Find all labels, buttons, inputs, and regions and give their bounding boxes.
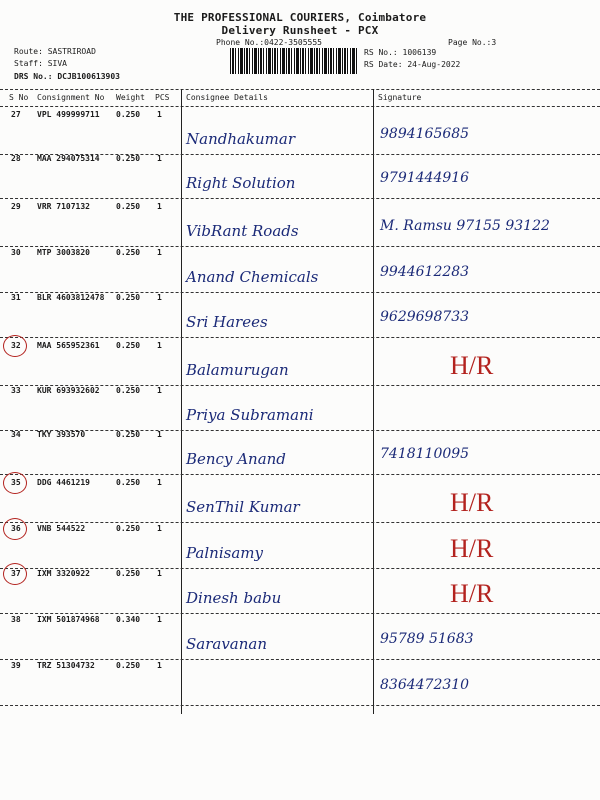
row-pcs: 1 [157, 569, 162, 578]
route-label: Route: SASTRIROAD [14, 47, 96, 56]
col-sno: S No [9, 93, 29, 102]
row-pcs: 1 [157, 524, 162, 533]
row-consignment-no: KUR 693932602 [37, 386, 100, 395]
row-weight: 0.250 [116, 202, 141, 211]
row-separator [0, 705, 600, 706]
row-sno: 33 [11, 386, 21, 395]
row-signature: 9944612283 [380, 264, 470, 280]
row-consignment-no: DDG 4461219 [37, 478, 90, 487]
row-consignment-no: VNB 544522 [37, 524, 86, 533]
row-consignee-name: Right Solution [186, 174, 296, 192]
row-sno: 38 [11, 615, 21, 624]
row-consignment-no: BLR 4603812478 [37, 293, 105, 302]
col-consignee: Consignee Details [186, 93, 268, 102]
row-weight: 0.250 [116, 341, 141, 350]
row-weight: 0.250 [116, 293, 141, 302]
row-signature: 9629698733 [380, 309, 470, 325]
row-separator [0, 568, 600, 569]
row-signature: H/R [450, 534, 494, 563]
row-weight: 0.250 [116, 430, 141, 439]
row-signature: H/R [450, 488, 494, 517]
row-consignee-name: Anand Chemicals [186, 268, 319, 286]
row-consignee-name: Bency Anand [186, 450, 286, 468]
row-pcs: 1 [157, 248, 162, 257]
col-pcs: PCS [155, 93, 170, 102]
row-sno: 28 [11, 154, 21, 163]
row-signature: 9791444916 [380, 170, 470, 186]
row-pcs: 1 [157, 430, 162, 439]
row-pcs: 1 [157, 661, 162, 670]
row-weight: 0.250 [116, 661, 141, 670]
row-consignee-name: Dinesh babu [186, 589, 282, 607]
row-signature: 7418110095 [380, 446, 470, 462]
col-consignment: Consignment No [37, 93, 105, 102]
row-separator [0, 337, 600, 338]
col-weight: Weight [116, 93, 145, 102]
row-sno: 37 [11, 569, 21, 578]
col-signature: Signature [378, 93, 422, 102]
row-pcs: 1 [157, 341, 162, 350]
row-consignment-no: TKY 393570 [37, 430, 86, 439]
row-sno: 30 [11, 248, 21, 257]
runsheet-subtitle: Delivery Runsheet - PCX [221, 24, 379, 37]
staff-label: Staff: SIVA [14, 59, 67, 68]
row-separator [0, 474, 600, 475]
row-consignee-name: Priya Subramani [186, 406, 314, 424]
barcode [230, 48, 358, 74]
row-pcs: 1 [157, 478, 162, 487]
row-weight: 0.340 [116, 615, 141, 624]
row-consignee-name: Palnisamy [186, 544, 263, 562]
row-consignment-no: MAA 294075314 [37, 154, 100, 163]
rs-number: RS No.: 1006139 [364, 48, 437, 57]
row-pcs: 1 [157, 110, 162, 119]
row-separator [0, 430, 600, 431]
header-rule-bottom [0, 106, 600, 107]
rs-date: RS Date: 24-Aug-2022 [364, 60, 461, 69]
row-consignment-no: IXM 3320922 [37, 569, 90, 578]
row-sno: 36 [11, 524, 21, 533]
row-pcs: 1 [157, 615, 162, 624]
row-pcs: 1 [157, 293, 162, 302]
row-consignee-name: Balamurugan [186, 361, 289, 379]
row-consignee-name: Sri Harees [186, 313, 268, 331]
row-consignee-name: Saravanan [186, 635, 268, 653]
row-separator [0, 198, 600, 199]
row-consignee-name: Nandhakumar [186, 130, 296, 148]
drs-number: DRS No.: DCJB100613903 [14, 72, 120, 81]
row-consignment-no: IXM 501874968 [37, 615, 100, 624]
row-weight: 0.250 [116, 248, 141, 257]
row-separator [0, 613, 600, 614]
row-sno: 34 [11, 430, 21, 439]
row-separator [0, 246, 600, 247]
row-weight: 0.250 [116, 478, 141, 487]
row-signature: 95789 51683 [380, 631, 474, 647]
row-separator [0, 522, 600, 523]
row-weight: 0.250 [116, 154, 141, 163]
row-consignee-name: VibRant Roads [186, 222, 299, 240]
row-consignment-no: MAA 565952361 [37, 341, 100, 350]
row-pcs: 1 [157, 154, 162, 163]
row-weight: 0.250 [116, 110, 141, 119]
page-number: Page No.:3 [448, 38, 497, 47]
row-weight: 0.250 [116, 386, 141, 395]
row-sno: 29 [11, 202, 21, 211]
row-consignment-no: MTP 3003820 [37, 248, 90, 257]
row-signature: 8364472310 [380, 677, 470, 693]
row-pcs: 1 [157, 202, 162, 211]
row-pcs: 1 [157, 386, 162, 395]
row-signature: M. Ramsu 97155 93122 [380, 218, 550, 234]
row-separator [0, 659, 600, 660]
row-sno: 35 [11, 478, 21, 487]
consignee-divider [181, 89, 182, 714]
row-consignment-no: TRZ 51304732 [37, 661, 95, 670]
row-consignment-no: VPL 499999711 [37, 110, 100, 119]
row-consignment-no: VRR 7107132 [37, 202, 90, 211]
row-sno: 39 [11, 661, 21, 670]
row-signature: 9894165685 [380, 126, 470, 142]
row-signature: H/R [450, 351, 494, 380]
signature-divider [373, 89, 374, 714]
row-consignee-name: SenThil Kumar [186, 498, 300, 516]
row-sno: 27 [11, 110, 21, 119]
header-rule-top [0, 89, 600, 90]
row-weight: 0.250 [116, 524, 141, 533]
row-sno: 32 [11, 341, 21, 350]
row-weight: 0.250 [116, 569, 141, 578]
row-sno: 31 [11, 293, 21, 302]
company-title: THE PROFESSIONAL COURIERS, Coimbatore [173, 11, 427, 24]
row-signature: H/R [450, 579, 494, 608]
phone-number: Phone No.:0422-3505555 [216, 38, 322, 47]
